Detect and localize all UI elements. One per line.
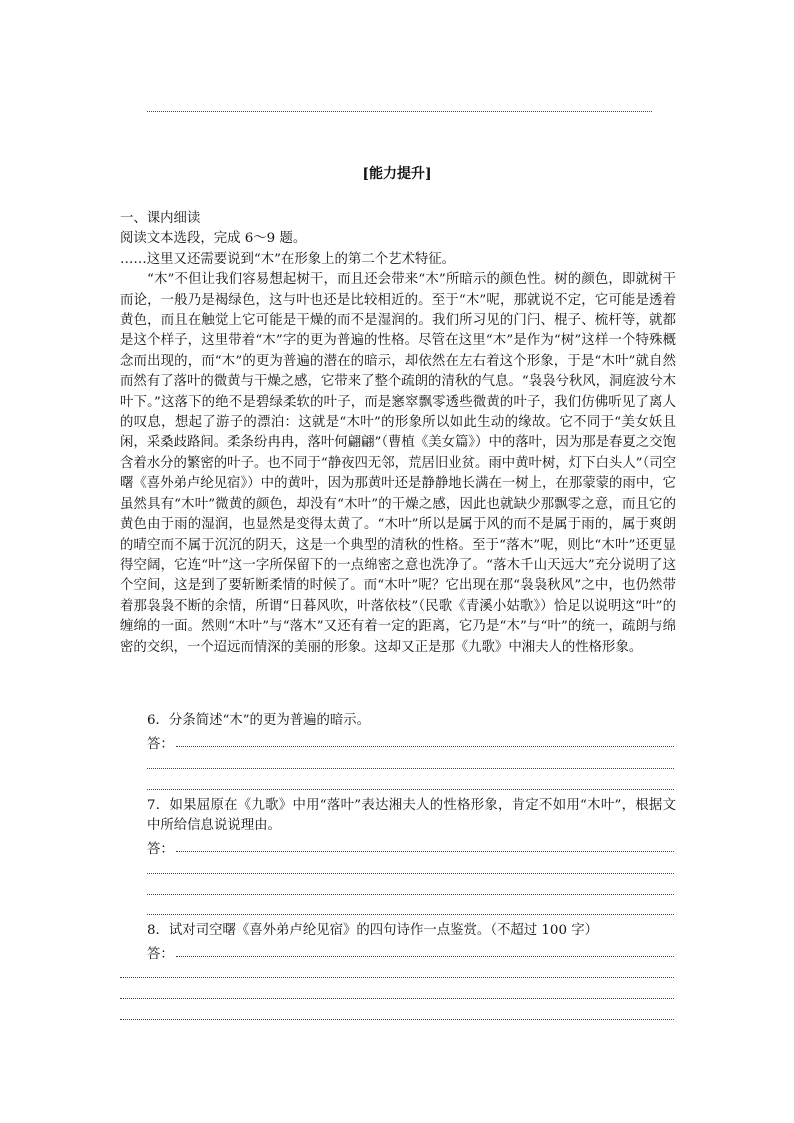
instruction: 阅读文本选段，完成 6～9 题。	[120, 231, 307, 247]
passage-text: “木”不但让我们容易想起树干，而且还会带来“木”所暗示的颜色性。树的颜色，即就树干而论，一般乃是褐绿色，这与叶也还是比较相近的。至于“木”呢，那就说不定，它可能是透着黄色，而且在触觉上它可能是干燥的而不是湿润的。我们所习见的门闩、棍子、梳杆等，就都是这个样子，这里带着“木”字的更为普遍的性格。尽管在这里“木”是作为“树”这样一个特殊概念而出现的，而“木”的更为普遍的潜在的暗示，却依然在左右着这个形象，于是“木叶”就自然而然有了落叶的微黄与干燥之感，它带来了整个疏朗的清秋的气息。“袅袅兮秋风，洞庭波兮木叶下。”这落下的绝不是碧绿柔软的叶子，而是窸窣飘零透些微黄的叶子，我们仿佛听见了离人的叹息，想起了游子的漂泊：这就是“木叶”的形象所以如此生动的缘故。它不同于“美女妖且闲，采桑歧路间。柔条纷冉冉，落叶何翩翩”（曹植《美女篇》）中的落叶，因为那是春夏之交饱含着水分的繁密的叶子。也不同于“静夜四无邻，荒居旧业贫。雨中黄叶树，灯下白头人”（司空曙《喜外弟卢纶见宿》）中的黄叶，因为那黄叶还是静静地长满在一树上，在那蒙蒙的雨中，它虽然具有“木叶”微黄的颜色，却没有“木叶”的干燥之感，因此也就缺少那飘零之意，而且它的黄色由于雨的湿润，也显然是变得太黄了。“木叶”所以是属于风的而不是属于雨的，属于爽朗的晴空而不属于沉沉的阴天，这是一个典型的清秋的性格。至于“落木”呢，则比“木叶”还更显得空阔，它连“叶”这一字所保留下的一点绵密之意也洗净了。“落木千山天远大”充分说明了这个空间，这是到了要斩断柔情的时候了。而“木叶”呢？它出现在那“袅袅秋风”之中，也仍然带着那袅袅不断的余情，所谓“日暮风吹，叶落依枝”（民歌《青溪小姑歌》）恰足以说明这“叶”的缠绵的一面。然则“木叶”与“落木”又还有着一定的距离，它乃是“木”与“叶”的统一，疏朗与绵密的交织，一个迢远而情深的美丽的形象。这却又正是那《九歌》中湘夫人的性格形象。	[120, 272, 677, 655]
answer-line	[147, 111, 652, 112]
answer-label: 答：	[147, 737, 174, 752]
answer-line[interactable]	[147, 914, 674, 915]
answer-line[interactable]	[120, 998, 674, 999]
answer-label: 答：	[147, 947, 174, 962]
answer-line[interactable]	[176, 746, 674, 747]
answer-line[interactable]	[176, 851, 674, 852]
part-heading: 一、课内细读	[120, 211, 201, 226]
question-7: 7．如果屈原在《九歌》中用“落叶”表达湘夫人的性格形象，肯定不如用“木叶”，根据文中所给信息说说理由。	[147, 798, 676, 834]
answer-line[interactable]	[147, 789, 674, 790]
reading-section	[120, 209, 676, 658]
section-title: [能力提升]	[362, 166, 432, 182]
question-6: 6．分条简述“木”的更为普遍的暗示。	[147, 713, 371, 728]
answer-line[interactable]	[147, 873, 674, 874]
answer-line[interactable]	[120, 1019, 674, 1020]
passage-lead: ……这里又还需要说到“木”在形象上的第二个艺术特征。	[120, 251, 456, 267]
answer-line[interactable]	[120, 977, 674, 978]
answer-line[interactable]	[176, 956, 674, 957]
answer-line[interactable]	[147, 768, 674, 769]
answer-line[interactable]	[147, 894, 674, 895]
question-8: 8．试对司空曙《喜外弟卢纶见宿》的四句诗作一点鉴赏。（不超过 100 字）	[147, 923, 598, 938]
answer-label: 答：	[147, 842, 174, 857]
